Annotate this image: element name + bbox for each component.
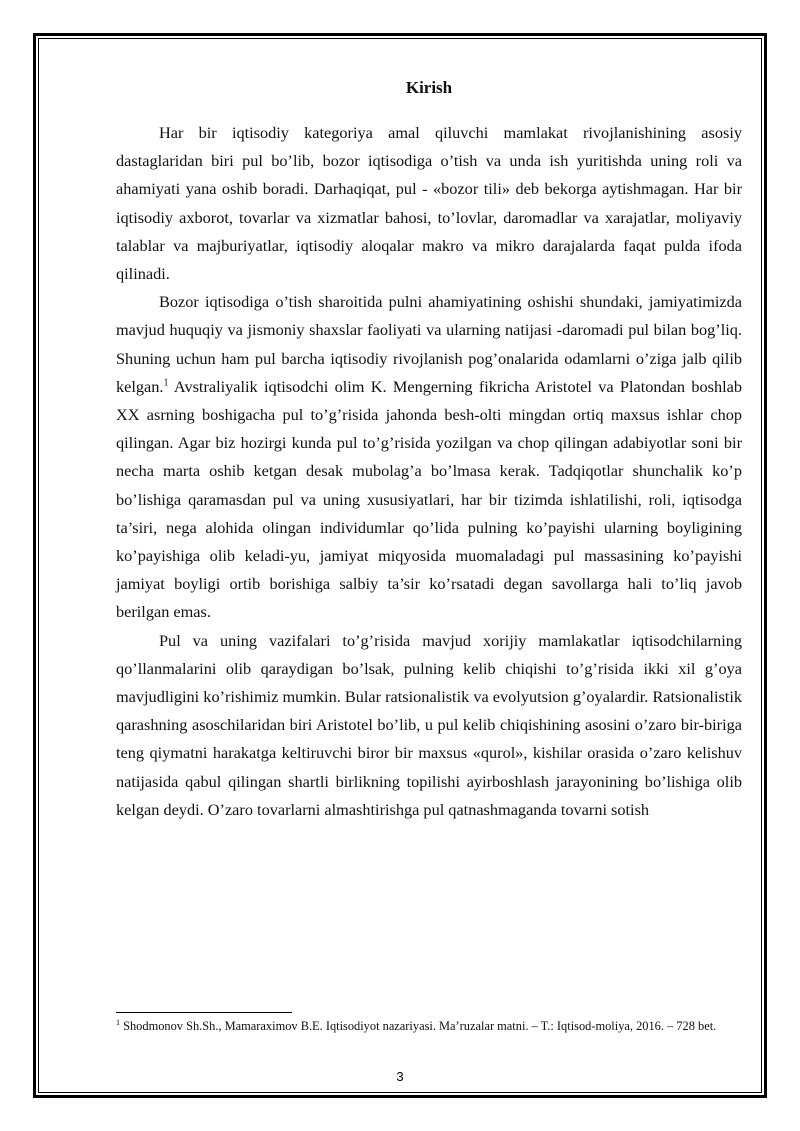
footnote-text: Shodmonov Sh.Sh., Mamaraximov B.E. Iqtisodiyot nazariyasi. Ma’ruzalar matni. – T.: Iqtisod-moliya, 2016. – 728 bet. — [120, 1019, 717, 1033]
paragraph-2 — [116, 288, 742, 626]
paragraph-2-text: Bozor iqtisodiga o’tish sharoitida pulni ahamiyatining oshishi shundaki, jamiyatimizda mavjud huquqiy va jismoniy shaxslar faoliyati va ularning natijasi -daromadi pul bilan bog’liq. Shuning uchun ham pul barcha iqtisodiy rivojlanish pog’onalarida odamlarni o’ziga jalb qilib kelgan. — [116, 292, 742, 396]
paragraph-2-continuation: Avstraliyalik iqtisodchi olim K. Mengerning fikricha Aristotel va Platondan boshlab XX asrning boshigacha pul to’g’risida jahonda besh-olti mingdan ortiq maxsus ishlar chop qilingan. Agar biz hozirgi kunda pul to’g’risida yozilgan va chop qilingan adabiyotlar soni bir necha marta oshib ketgan desak mubolag’a bo’lmasa kerak. Tadqiqotlar shunchalik ko’p bo’lishiga qaramasdan pul va uning xususiyatlari, har bir tizimda ishlatilishi, roli, iqtisodga ta’siri, nega alohida olingan individumlar qo’lida pulning ko’payishi ularning boyligining ko’payishiga olib keladi-yu, jamiyat miqyosida muomaladagi pul massasining ko’payishi jamiyat boyligi ortib borishiga salbiy ta’sir ko’rsatadi degan savollarga hali to’liq javob berilgan emas. — [116, 376, 742, 622]
footnote-marker: 1 — [116, 1017, 120, 1027]
paragraph-3: Pul va uning vazifalari to’g’risida mavjud xorijiy mamlakatlar iqtisodchilarning qo’llanmalarini olib qaraydigan bo’lsak, pulning kelib chiqishi to’g’risida ikki xil g’oya mavjudligini ko’rishimiz mumkin. Bular ratsionalistik va evolyutsion g’oyalardir. Ratsionalistik qarashning asoschilaridan biri Aristotel bo’lib, u pul kelib chiqishining asosini o’zaro bir-biriga teng qiymatni harakatga keltiruvchi biror bir maxsus «qurol», kishilar orasida o’zaro kelishuv natijasida qabul qilingan shartli birlikning topilishi ayirboshlash jarayonining bo’lishiga olib kelgan deydi. O’zaro tovarlarni almashtirishga pul qatnashmaganda tovarni sotish — [116, 630, 742, 819]
paragraph-1: Har bir iqtisodiy kategoriya amal qiluvchi mamlakat rivojlanishining asosiy dastaglaridan biri pul bo’lib, bozor iqtisodiga o’tish va unda ish yuritishda uning roli va ahamiyati yana oshib boradi. Darhaqiqat, pul - «bozor tili» deb bekorga aytishmagan. Har bir iqtisodiy axborot, tovarlar va xizmatlar bahosi, to’lovlar, daromadlar va xarajatlar, moliyaviy talablar va majburiyatlar, iqtisodiy aloqalar makro va mikro darajalarda faqat pulda ifoda qilinadi. — [116, 123, 742, 284]
section-title: Kirish — [405, 78, 453, 97]
page-number: 3 — [396, 1069, 404, 1084]
document-body — [116, 72, 742, 824]
footnote-reference[interactable]: 1 — [163, 377, 169, 389]
footnote — [116, 1018, 742, 1034]
footnote-separator — [116, 1012, 292, 1013]
